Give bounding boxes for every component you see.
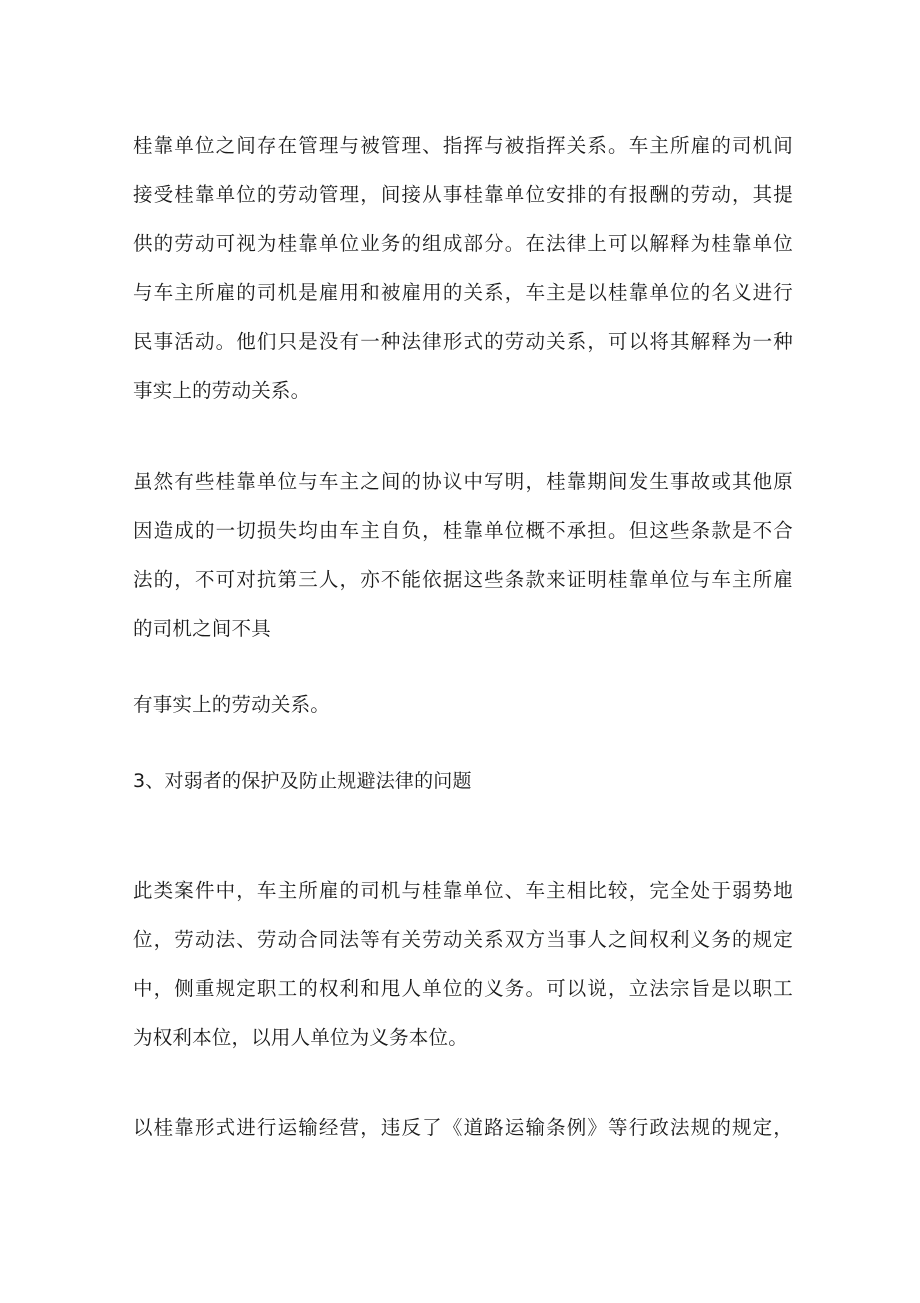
- paragraph-1-line-3: 供的劳动可视为桂靠单位业务的组成部分。在法律上可以解释为桂靠单位: [133, 232, 793, 255]
- paragraph-2-line-2: 因造成的一切损失均由车主自负，桂靠单位概不承担。但这些条款是不合: [133, 519, 793, 542]
- paragraph-2-line-1: 虽然有些桂靠单位与车主之间的协议中写明，桂靠期间发生事故或其他原: [133, 470, 793, 493]
- paragraph-1-line-5: 民事活动。他们只是没有一种法律形式的劳动关系，可以将其解释为一种: [133, 330, 793, 353]
- paragraph-5-line-1: 以桂靠形式进行运输经营，违反了《道路运输条例》等行政法规的规定，: [133, 1116, 793, 1139]
- paragraph-1-line-4: 与车主所雇的司机是雇用和被雇用的关系，车主是以桂靠单位的名义进行: [133, 281, 793, 304]
- paragraph-1-line-1: 桂靠单位之间存在管理与被管理、指挥与被指挥关系。车主所雇的司机间: [133, 134, 793, 157]
- paragraph-3-line-1: 有事实上的劳动关系。: [133, 693, 331, 716]
- paragraph-4-line-1: 此类案件中，车主所雇的司机与桂靠单位、车主相比较，完全处于弱势地: [133, 879, 793, 902]
- paragraph-4-line-3: 中，侧重规定职工的权利和甩人单位的义务。可以说，立法宗旨是以职工: [133, 977, 793, 1000]
- paragraph-4-line-4: 为权利本位，以用人单位为义务本位。: [133, 1026, 468, 1049]
- paragraph-2-line-3: 法的，不可对抗第三人，亦不能依据这些条款来证明桂靠单位与车主所雇: [133, 568, 793, 591]
- paragraph-1-line-6: 事实上的劳动关系。: [133, 379, 311, 402]
- paragraph-1-line-2: 接受桂靠单位的劳动管理，间接从事桂靠单位安排的有报酬的劳动，其提: [133, 183, 793, 206]
- paragraph-2-line-4: 的司机之间不具: [133, 617, 271, 640]
- paragraph-4-line-2: 位，劳动法、劳动合同法等有关劳动关系双方当事人之间权利义务的规定: [133, 928, 793, 951]
- section-heading: 3、对弱者的保护及防止规避法律的问题: [133, 770, 472, 792]
